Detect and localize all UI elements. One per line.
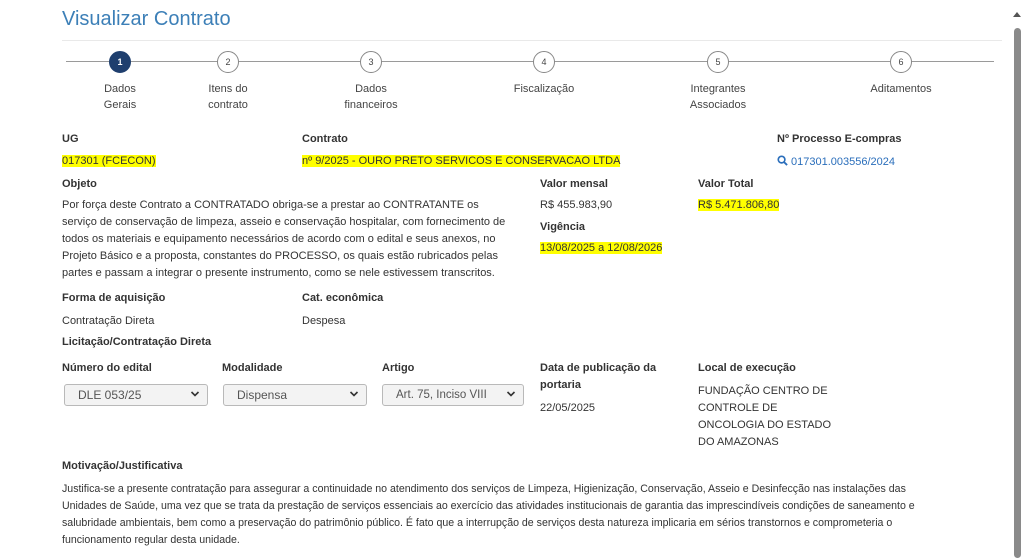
local-execucao-line: ONCOLOGIA DO ESTADO <box>698 419 832 431</box>
scroll-up-arrow-icon[interactable] <box>1013 12 1021 17</box>
contrato-label: Contrato <box>302 133 348 145</box>
modalidade-select[interactable] <box>223 384 367 406</box>
numero-edital-label: Número do edital <box>62 362 152 374</box>
step-itens-contrato[interactable] <box>168 51 288 113</box>
local-execucao-line: FUNDAÇÃO CENTRO DE <box>698 385 828 397</box>
data-publicacao-label-line2: portaria <box>540 379 581 391</box>
processo-link[interactable] <box>777 155 895 169</box>
step-number: 2 <box>217 51 239 73</box>
local-execucao-line: DO AMAZONAS <box>698 436 779 448</box>
step-label: Aditamentos <box>870 83 932 95</box>
page-title: Visualizar Contrato <box>62 8 231 30</box>
cat-economica-label: Cat. econômica <box>302 292 384 304</box>
chevron-down-icon <box>190 389 200 399</box>
step-number: 3 <box>360 51 382 73</box>
motivacao-line: salubridade ambientais, bem como a preservação do patrimônio público. É fato que a interrupção de serviços desta natureza implicaria em sérios transtornos e comprometeria o <box>62 517 893 529</box>
step-label: Dados Gerais <box>103 83 137 111</box>
objeto-line: todos os materiais e equipamento necessários de acordo com o edital e seus anexos, no <box>62 233 496 245</box>
step-number: 6 <box>890 51 912 73</box>
step-fiscalizacao[interactable] <box>484 51 604 97</box>
artigo-select[interactable] <box>382 384 524 406</box>
step-label: Fiscalização <box>513 83 575 95</box>
motivacao-label: Motivação/Justificativa <box>62 460 183 472</box>
step-number: 4 <box>533 51 555 73</box>
step-number: 1 <box>109 51 131 73</box>
objeto-line: Por força deste Contrato a CONTRATADO obriga-se a prestar ao CONTRATANTE os <box>62 199 479 211</box>
step-integrantes[interactable] <box>658 51 778 113</box>
search-icon <box>777 155 788 169</box>
motivacao-line: Justifica-se a presente contratação para assegurar a continuidade no atendimento dos serviços de Limpeza, Higienização, Conservação, Asseio e Desinfecção nas instalações das <box>62 483 906 495</box>
ug-label: UG <box>62 133 79 145</box>
valor-total-value: R$ 5.471.806,80 <box>698 199 780 211</box>
data-publicacao-value: 22/05/2025 <box>540 402 596 414</box>
valor-mensal-label: Valor mensal <box>540 178 608 190</box>
artigo-label: Artigo <box>382 362 415 374</box>
step-number: 5 <box>707 51 729 73</box>
step-label: Itens do contrato <box>208 83 248 111</box>
modalidade-label: Modalidade <box>222 362 283 374</box>
step-dados-gerais[interactable] <box>60 51 180 113</box>
objeto-line: serviço de conservação de limpeza, asseio e conservação hospitalar, com fornecimento de <box>62 216 506 228</box>
processo-value: 017301.003556/2024 <box>791 156 895 168</box>
data-publicacao-label-line1: Data de publicação da <box>540 362 657 374</box>
artigo-selected: Art. 75, Inciso VIII <box>396 389 487 401</box>
local-execucao-value <box>698 383 858 451</box>
vigencia-label: Vigência <box>540 221 586 233</box>
forma-aquisicao-value: Contratação Direta <box>62 315 155 327</box>
valor-total-label: Valor Total <box>698 178 754 190</box>
chevron-down-icon <box>506 389 516 399</box>
valor-mensal-value: R$ 455.983,90 <box>540 199 613 211</box>
objeto-text <box>62 197 532 282</box>
objeto-label: Objeto <box>62 178 97 190</box>
licitacao-heading: Licitação/Contratação Direta <box>62 336 212 348</box>
chevron-down-icon <box>349 389 359 399</box>
scrollbar-thumb[interactable] <box>1014 28 1021 558</box>
objeto-line: Projeto Básico e a proposta, constantes do PROCESSO, os quais estão rubricados pelas <box>62 250 498 262</box>
motivacao-text <box>62 481 1002 549</box>
local-execucao-line: CONTROLE DE <box>698 402 778 414</box>
title-divider <box>62 40 1002 41</box>
motivacao-line: Unidades de Saúde, uma vez que se trata da prestação de serviços essenciais ao exercício das atividades institucionais de garantia das imprescindíveis condições de saneamento e <box>62 500 915 512</box>
contrato-value: nº 9/2025 - OURO PRETO SERVICOS E CONSERVACAO LTDA <box>302 155 621 167</box>
numero-edital-selected: DLE 053/25 <box>78 388 142 402</box>
modalidade-selected: Dispensa <box>237 388 288 402</box>
processo-label: Nº Processo E-compras <box>777 133 902 145</box>
numero-edital-select[interactable] <box>64 384 208 406</box>
ug-value: 017301 (FCECON) <box>62 155 156 167</box>
forma-aquisicao-label: Forma de aquisição <box>62 292 166 304</box>
step-dados-financeiros[interactable] <box>311 51 431 113</box>
motivacao-line: funcionamento regular desta unidade. <box>62 534 240 546</box>
step-label: Integrantes Associados <box>689 83 747 111</box>
vigencia-value: 13/08/2025 a 12/08/2026 <box>540 242 663 254</box>
local-execucao-label: Local de execução <box>698 362 796 374</box>
cat-economica-value: Despesa <box>302 315 346 327</box>
objeto-line: partes e passam a integrar o presente instrumento, como se nele estivessem transcritos. <box>62 267 495 279</box>
step-aditamentos[interactable] <box>841 51 961 97</box>
step-label: Dados financeiros <box>344 83 398 111</box>
